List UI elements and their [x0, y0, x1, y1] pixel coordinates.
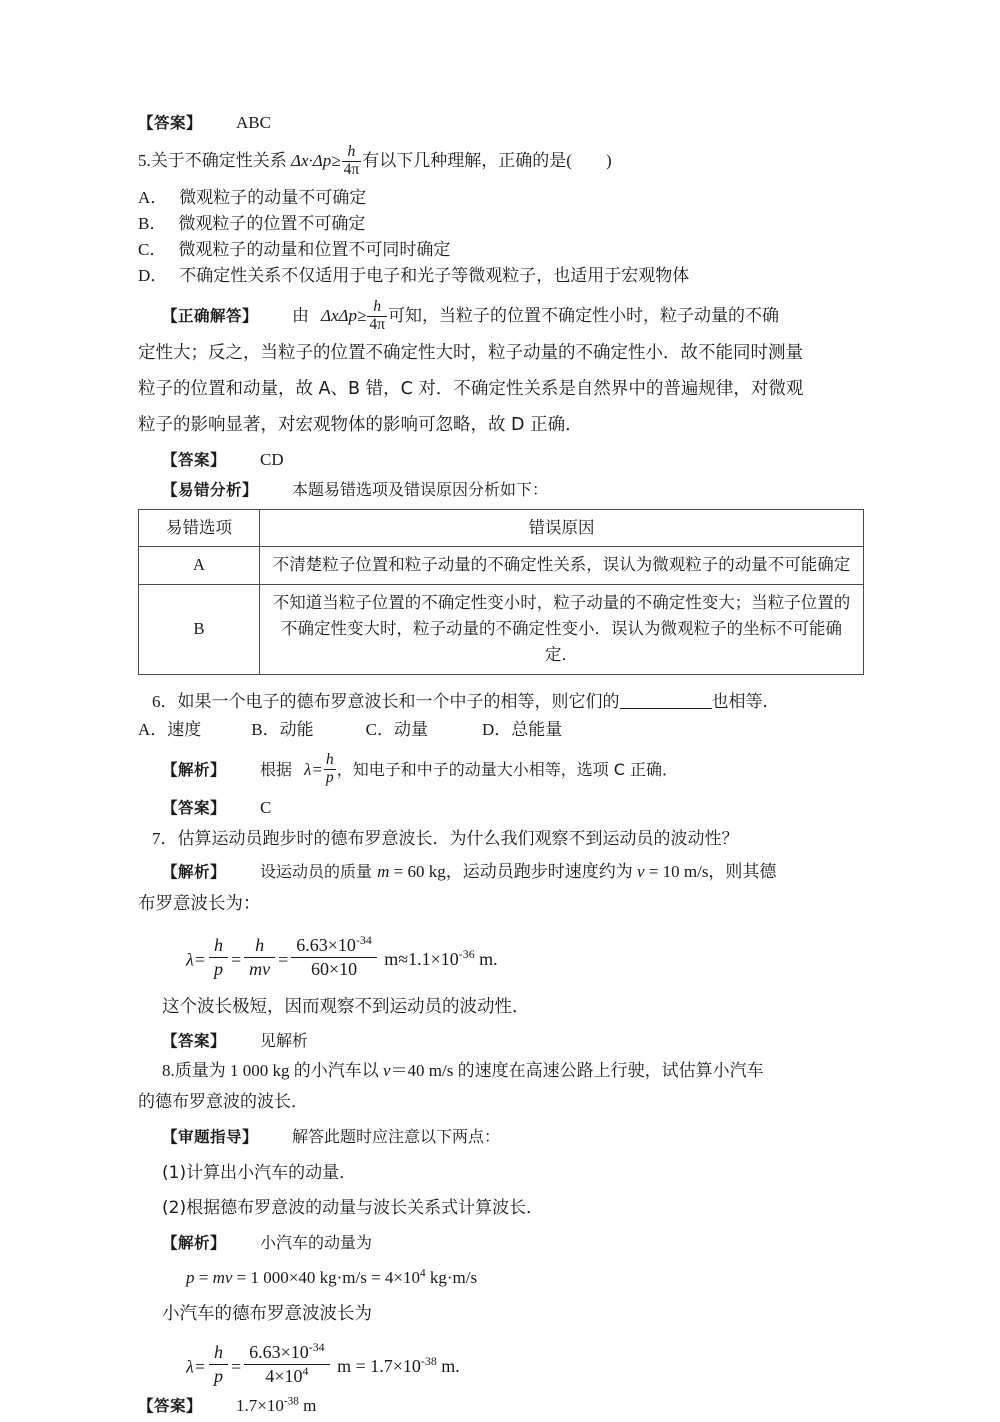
- q7-answer-line: [138, 1028, 868, 1054]
- q5-option-c-label: C．: [138, 239, 167, 259]
- q7-velocity-value: = 10 m/s，则其德: [644, 862, 777, 882]
- q7-f1-num: h: [213, 934, 223, 955]
- q5-solution-frac-den: 4π: [369, 315, 386, 333]
- table-cell-reason-a: 不清楚粒子位置和粒子动量的不确定性关系，误认为微观粒子的动量不可能确定: [260, 547, 864, 584]
- q8-lf1-den: p: [209, 1364, 228, 1387]
- q7-unit-exp: -36: [458, 947, 475, 962]
- q6-blank-underline: [620, 708, 712, 709]
- q7-formula-lhs: λ=: [186, 949, 206, 970]
- q6-option-b-label: B．: [251, 720, 280, 740]
- q7-formula-unit: [380, 949, 498, 969]
- q5-stem-math: Δx·Δp≥: [291, 151, 341, 171]
- q8-lf2-num-exp: -34: [308, 1339, 325, 1354]
- q7-f2-num: h: [255, 934, 265, 955]
- q6-solution-line: [138, 753, 868, 788]
- q6-solution-fraction: [324, 752, 336, 787]
- q7-solution-lead-a: 设运动员的质量: [260, 862, 378, 882]
- q6-option-d-label: D．: [481, 720, 512, 740]
- q7-f3-den: 60×10: [291, 957, 377, 980]
- q6-stem-before: 如果一个电子的德布罗意波长和一个中子的相等，则它们的: [177, 691, 620, 711]
- q8-lambda-unit: [333, 1356, 460, 1376]
- q5-frac-den: 4π: [343, 160, 360, 178]
- q5-stem-after: 有以下几种理解，正确的是(: [362, 151, 572, 171]
- q8-formula-lambda: [138, 1339, 868, 1387]
- q7-formula-frac3: [291, 932, 377, 980]
- q7-f3-num-base: 6.63×10: [296, 934, 356, 955]
- q7-f3-num-exp: -34: [355, 932, 372, 947]
- q5-option-d-label: D．: [138, 265, 168, 285]
- table-row: [139, 584, 864, 674]
- q5-analysis-text: 本题易错选项及错误原因分析如下：: [292, 479, 549, 499]
- q7-solution-line2: 布罗意波长为：: [138, 893, 261, 914]
- q6-option-b-text: 动能: [279, 720, 314, 740]
- q5-solution-line4: 粒子的影响显著，对宏观物体的影响可忽略，故 D 正确．: [138, 415, 583, 436]
- q5-solution-line3: 粒子的位置和动量，故 A、B 错，C 对．不确定性关系是自然界中的普遍规律，对微观: [138, 379, 804, 400]
- q8-lambda-eq1: =: [230, 1356, 242, 1377]
- q8-stem-a: 质量为 1 000 kg 的小汽车以: [174, 1061, 383, 1081]
- q8-lambda-frac1: [209, 1342, 228, 1387]
- q8-solution-line: [138, 1230, 868, 1256]
- q8-guide-line: [138, 1124, 868, 1150]
- q8-answer-tag: 【答案】: [138, 1397, 203, 1416]
- q8-point-2: (2)根据德布罗意波的动量与波长关系式计算波长．: [162, 1198, 544, 1219]
- q5-option-c: [138, 237, 868, 263]
- q8-lf2-den-exp: 4: [302, 1364, 309, 1379]
- q8-answer-exp: -38: [283, 1395, 299, 1408]
- q7-f2-den: mv: [244, 957, 275, 980]
- table-cell-reason-b: 不知道当粒子位置的不确定性变小时，粒子动量的不确定性变大；当粒子位置的不确定性变大时，粒子动量的不确定性变小．误认为微观粒子的坐标不可能确定．: [260, 584, 864, 674]
- q7-mass-symbol: m: [377, 862, 390, 882]
- q7-unit-tail: m.: [474, 949, 498, 970]
- q8-guide-text: 解答此题时应注意以下两点：: [292, 1127, 501, 1147]
- q6-answer-line: [138, 795, 868, 821]
- q8-answer-value: [236, 1396, 316, 1415]
- q8-answer-line: [138, 1393, 868, 1419]
- table-header-reason: 错误原因: [260, 509, 864, 546]
- q5-option-b: [138, 211, 868, 237]
- q5-option-a: [138, 185, 868, 211]
- q8-solution-text: 小汽车的动量为: [260, 1233, 373, 1253]
- q5-stem: [138, 144, 868, 179]
- q6-option-c-text: 动量: [393, 720, 428, 740]
- q5-option-d: [138, 263, 868, 289]
- q7-unit-base: m≈1.1×10: [379, 949, 459, 970]
- table-row: [139, 547, 864, 584]
- mistake-analysis-table: [138, 509, 864, 675]
- q7-stem-text: 估算运动员跑步时的德布罗意波长．为什么我们观察不到运动员的波动性？: [177, 828, 739, 848]
- q8-guide-tag: 【审题指导】: [162, 1128, 259, 1147]
- q8-mid-text: 小汽车的德布罗意波波长为: [162, 1303, 372, 1324]
- q5-option-a-label: A．: [138, 188, 168, 208]
- q7-answer-value: 见解析: [260, 1030, 309, 1050]
- q7-stem: [138, 826, 868, 852]
- q5-solution-line1: [138, 299, 868, 334]
- q6-solution-math: λ=: [304, 759, 323, 779]
- q7-formula: [138, 932, 868, 980]
- q8-lf2-den-base: 4×10: [265, 1366, 303, 1387]
- q5-option-b-text: 微观粒子的位置不可确定: [178, 213, 366, 233]
- q6-option-a-text: 速度: [167, 720, 202, 740]
- q7-mass-value: = 60 kg，运动员跑步时速度约为: [389, 862, 637, 882]
- q8-stem-line1: [138, 1058, 868, 1084]
- q8-p-tail: kg·m/s: [425, 1267, 478, 1287]
- q5-answer-value: CD: [260, 449, 284, 469]
- q6-options-row: [138, 717, 868, 743]
- q8-lambda-unit-base: m = 1.7×10: [332, 1356, 421, 1377]
- q6-solution-lead: 根据: [260, 759, 293, 779]
- answer-tag: 【答案】: [138, 114, 203, 132]
- q7-formula-frac2: [244, 935, 275, 980]
- q5-option-b-label: B．: [138, 213, 167, 233]
- q5-solution-body1: 可知，当粒子的位置不确定性小时，粒子动量的不确: [388, 306, 780, 326]
- page-content: [138, 110, 868, 1422]
- q6-option-a-label: A．: [138, 720, 168, 740]
- q4-answer-value: ABC: [236, 113, 271, 132]
- q6-answer-value: C: [260, 797, 272, 817]
- mistake-analysis-tag: 【易错分析】: [162, 480, 259, 499]
- q7-eq1: =: [230, 949, 242, 970]
- q6-frac-num: h: [325, 751, 334, 769]
- q6-option-c-label: C．: [365, 720, 394, 740]
- q8-solution-tag: 【解析】: [162, 1234, 227, 1253]
- q4-answer-line: [138, 110, 868, 136]
- q6-solution-tail: ，知电子和中子的动量大小相等，选项 C 正确．: [336, 759, 679, 779]
- q5-option-d-text: 不确定性关系不仅适用于电子和光子等微观粒子，也适用于宏观物体: [179, 265, 690, 285]
- q5-solution-math: ΔxΔp≥: [321, 306, 367, 326]
- q7-formula-frac1: [209, 935, 228, 980]
- q8-stem-b: ＝40 m/s 的速度在高速公路上行驶，试估算小汽车: [390, 1061, 764, 1081]
- q8-answer-base: 1.7×10: [236, 1396, 284, 1416]
- table-header-option: 易错选项: [139, 509, 260, 546]
- q8-p-exp: 4: [420, 1267, 426, 1280]
- q5-answer-line: [138, 447, 868, 473]
- q7-number: 7．: [152, 828, 178, 848]
- q5-fraction: [342, 144, 362, 179]
- q7-velocity-symbol: v: [636, 862, 645, 882]
- q6-frac-den: p: [325, 769, 334, 787]
- q5-option-c-text: 微观粒子的动量和位置不可同时确定: [178, 239, 451, 259]
- q6-number: 6．: [152, 691, 178, 711]
- table-header-row: [139, 509, 864, 546]
- correct-solution-tag: 【正确解答】: [162, 307, 259, 326]
- q8-stem-line2: 的德布罗意波的波长．: [138, 1091, 308, 1111]
- q8-point-1: (1)计算出小汽车的动量．: [162, 1162, 357, 1183]
- q8-lambda-lhs: λ=: [186, 1356, 206, 1377]
- q8-lambda-unit-exp: -38: [420, 1354, 437, 1369]
- q6-stem: [138, 689, 868, 715]
- q8-lambda-frac2: [244, 1339, 330, 1387]
- q8-p-symbol: p: [186, 1267, 195, 1287]
- table-cell-option-b: B: [139, 584, 260, 674]
- q8-lf2-num: [244, 1339, 330, 1364]
- q7-conclusion: 这个波长极短，因而观察不到运动员的波动性．: [162, 997, 530, 1018]
- q5-solution-frac-num: h: [373, 297, 382, 315]
- q6-solution-tag: 【解析】: [162, 760, 227, 779]
- q5-solution-fraction: [367, 299, 387, 334]
- q8-lf2-num-base: 6.63×10: [249, 1341, 309, 1362]
- q5-analysis-line: [138, 477, 868, 503]
- q8-formula-momentum: [138, 1268, 868, 1288]
- q6-stem-after: 也相等．: [711, 691, 780, 711]
- q5-option-a-text: 微观粒子的动量不可确定: [179, 188, 367, 208]
- q7-eq2: =: [278, 949, 289, 970]
- q5-solution-lead: 由: [292, 306, 310, 326]
- q8-lf2-den: [244, 1364, 330, 1387]
- q7-answer-tag: 【答案】: [162, 1031, 227, 1050]
- q8-answer-unit: m: [298, 1396, 317, 1416]
- q5-number: 5.: [138, 151, 151, 171]
- q6-answer-tag: 【答案】: [162, 798, 227, 817]
- q8-mv-symbol: mv: [212, 1267, 233, 1287]
- q7-solution-tag: 【解析】: [162, 863, 227, 882]
- q5-solution-line2: 定性大；反之，当粒子的位置不确定性大时，粒子动量的不确定性小．故不能同时测量: [138, 343, 803, 364]
- table-cell-option-a: A: [139, 547, 260, 584]
- q5-stem-close: ): [605, 151, 612, 171]
- q6-option-d-text: 总能量: [511, 720, 563, 740]
- q5-answer-tag: 【答案】: [162, 450, 227, 469]
- q5-frac-num: h: [347, 142, 356, 160]
- q8-p-eq2: = 1 000×40 kg·m/s = 4×10: [232, 1267, 420, 1287]
- q8-lf1-num: h: [213, 1341, 223, 1362]
- q7-f3-num: [291, 932, 377, 957]
- q8-number: 8.: [162, 1061, 175, 1081]
- q7-solution-line1: [138, 859, 868, 885]
- q5-stem-before: 关于不确定性关系: [150, 151, 291, 171]
- q8-p-eq1: =: [194, 1267, 213, 1287]
- q8-lambda-unit-tail: m.: [436, 1356, 460, 1377]
- q8-velocity-symbol: v: [383, 1061, 391, 1081]
- q7-f1-den: p: [209, 957, 228, 980]
